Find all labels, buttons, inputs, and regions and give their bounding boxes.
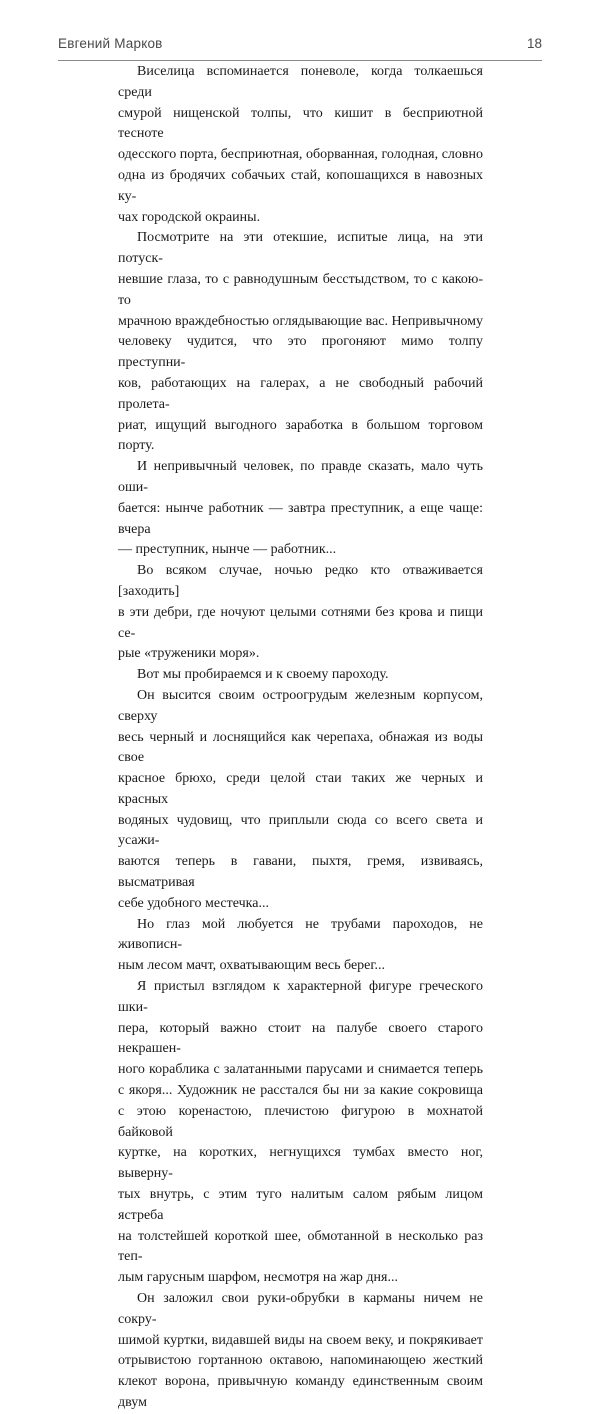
paragraph: [118, 62, 483, 228]
text-line: рые «труженики моря».: [118, 646, 260, 662]
author-name: Евгений Марков: [58, 36, 163, 51]
text-line: чах городской окраины.: [118, 209, 261, 225]
text-line: на толстейшей короткой шее, обмотанной в несколько раз теп-: [118, 1228, 483, 1265]
text-line: ваются теперь в гавани, пыхтя, гремя, извиваясь, высматривая: [118, 854, 483, 891]
paragraph: [118, 457, 483, 561]
text-line: Виселица вспоминается поневоле, когда толкаешься среди: [118, 64, 483, 100]
text-line: шимой куртки, видавшей виды на своем веку, и покрякивает: [118, 1332, 483, 1348]
text-line: бается: нынче работник — завтра преступник, а еще чаще: вчера: [118, 500, 483, 537]
text-line: И непривычный человек, по правде сказать, мало чуть оши-: [118, 459, 483, 495]
body-text: [118, 62, 483, 1414]
text-line: с якоря... Художник не расстался бы ни за какие сокровища: [118, 1083, 483, 1099]
text-line: весь черный и лоснящийся как черепаха, обнажая из воды свое: [118, 729, 483, 766]
text-line: Посмотрите на эти отекшие, испитые лица, на эти потуск-: [118, 230, 483, 267]
text-line: водяных чудовищ, что приплыли сюда со всего света и усажи-: [118, 812, 483, 849]
text-line: тых внутрь, с этим туго налитым салом рябым лицом ястреба: [118, 1187, 483, 1223]
text-line: ным лесом мачт, охватывающим весь берег...: [118, 958, 386, 974]
text-line: Он высится своим остроогрудым железным корпусом, сверху: [118, 687, 483, 724]
text-line: куртке, на коротких, негнущихся тумбах вместо ног, выверну-: [118, 1145, 483, 1182]
text-line: красное брюхо, среди целой стаи таких же черных и красных: [118, 771, 483, 807]
running-header: [58, 36, 542, 56]
paragraph: [118, 686, 483, 915]
text-line: с этою коренастою, плечистою фигурою в мохнатой байковой: [118, 1103, 483, 1140]
text-line: одна из бродячих собачьих стай, копошащихся в навозных ку-: [118, 167, 483, 204]
text-line: ков, работающих на галерах, а не свободный рабочий пролета-: [118, 375, 483, 412]
paragraph: [118, 561, 483, 665]
paragraph: [118, 915, 483, 977]
text-line: пера, который важно стоит на палубе своего старого некрашен-: [118, 1020, 483, 1057]
text-line: — преступник, нынче — работник...: [118, 542, 337, 558]
text-line: человеку чудится, что это прогоняют мимо толпу преступни-: [118, 334, 483, 371]
text-line: Но глаз мой любуется не трубами пароходов, не живописн-: [118, 916, 483, 953]
text-line: лым гарусным шарфом, несмотря на жар дня...: [118, 1270, 398, 1286]
text-line: мрачною враждебностью оглядывающие вас. Непривычному: [118, 313, 483, 329]
header-rule: [58, 60, 542, 61]
text-line: в эти дебри, где ночуют целыми сотнями без крова и пищи се-: [118, 604, 483, 641]
text-line: отрывистою гортанною октавою, напоминающею жесткий: [118, 1353, 483, 1369]
text-line: одесского порта, бесприютная, оборванная, голодная, словно: [118, 147, 483, 163]
paragraph: [118, 1289, 483, 1414]
text-line: риат, ищущий выгодного заработка в большом торговом порту.: [118, 417, 483, 454]
text-line: клекот ворона, привычную команду единственным своим двум: [118, 1374, 483, 1410]
text-line: себе удобного местечка...: [118, 895, 269, 911]
text-line: ного кораблика с залатанными парусами и снимается теперь: [118, 1062, 483, 1078]
text-line: Вот мы пробираемся и к своему пароходу.: [137, 667, 389, 683]
paragraph: [118, 228, 483, 457]
text-line: Я пристыл взглядом к характерной фигуре греческого шки-: [118, 979, 483, 1015]
text-line: смурой нищенской толпы, что кишит в бесприютной тесноте: [118, 105, 483, 142]
paragraph: [118, 977, 483, 1289]
text-line: Во всяком случае, ночью редко кто отваживается [заходить]: [118, 563, 483, 599]
page-number: 18: [526, 36, 542, 51]
paragraph: [118, 665, 483, 686]
text-line: Он заложил свои руки-обрубки в карманы ничем не сокру-: [118, 1291, 483, 1327]
text-line: невшие глаза, то с равнодушным бесстыдством, то с какою-то: [118, 271, 483, 308]
